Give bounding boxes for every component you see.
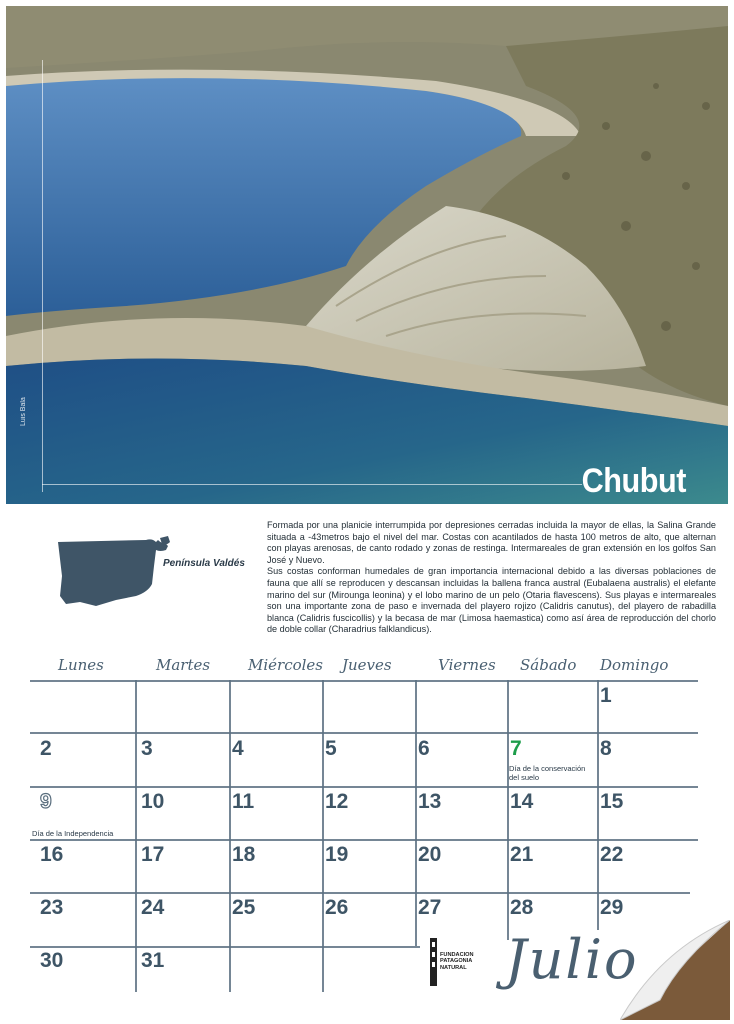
note-day-9: Día de la Independencia (32, 829, 114, 838)
day-16[interactable]: 16 (40, 843, 64, 866)
day-22[interactable]: 22 (600, 843, 624, 866)
day-10[interactable]: 10 (141, 790, 165, 813)
day-13[interactable]: 13 (418, 790, 442, 813)
foundation-line-3: NATURAL (440, 964, 467, 971)
frame-line-horizontal (42, 484, 582, 485)
page-curl-icon[interactable] (620, 920, 730, 1020)
grid-line-v (229, 680, 231, 992)
photo-credit: Luis Bala (20, 397, 27, 426)
day-4[interactable]: 4 (232, 737, 244, 760)
day-name-viernes: Viernes (438, 656, 496, 674)
grid-line-v (322, 680, 324, 992)
day-14[interactable]: 14 (510, 790, 534, 813)
day-name-lunes: Lunes (58, 656, 104, 674)
day-7[interactable]: 7 (510, 737, 522, 760)
day-9[interactable]: 9 (40, 790, 52, 813)
description-text (267, 520, 716, 636)
grid-line-v (135, 680, 137, 992)
day-28[interactable]: 28 (510, 896, 534, 919)
peninsula-map-icon (56, 536, 238, 610)
day-18[interactable]: 18 (232, 843, 256, 866)
day-name-jueves: Jueves (342, 656, 392, 674)
day-12[interactable]: 12 (325, 790, 349, 813)
day-17[interactable]: 17 (141, 843, 165, 866)
day-29[interactable]: 29 (600, 896, 624, 919)
grid-line-v (507, 680, 509, 940)
coast-illustration (6, 6, 728, 504)
foundation-line-1: FUNDACION (440, 952, 474, 958)
day-1[interactable]: 1 (600, 684, 612, 707)
map-label: Península Valdés (163, 558, 245, 569)
day-6[interactable]: 6 (418, 737, 430, 760)
landscape-photo (6, 6, 728, 504)
day-name-sabado: Sábado (520, 656, 577, 674)
day-15[interactable]: 15 (600, 790, 624, 813)
day-name-domingo: Domingo (600, 656, 669, 674)
day-2[interactable]: 2 (40, 737, 52, 760)
day-5[interactable]: 5 (325, 737, 337, 760)
description-paragraph-2: Sus costas conforman humedales de gran importancia internacional debido a las diversas poblaciones de fauna que allí se reproducen y descansan incluidas la ballena franca austral (Eubalaena australis) el elefante marino del sur (Mirounga leonina) y el lobo marino de un pelo (Otaria flavescens). Sus playas e intermareales son una importante zona de paso e invernada del playero rojizo (Calidris canutus), del playero de rabadilla blanca (Calidris fuscicollis) y la becasa de mar (Limosa haemastica) como así área de reproducción del chorlo de doble collar (Charadrius falklandicus). (267, 566, 716, 635)
day-30[interactable]: 30 (40, 949, 64, 972)
day-20[interactable]: 20 (418, 843, 442, 866)
foundation-name (440, 952, 474, 971)
note-day-7: Día de la conservación del suelo (509, 764, 586, 782)
day-8[interactable]: 8 (600, 737, 612, 760)
grid-line-v (597, 680, 599, 930)
frame-line-vertical (42, 60, 43, 492)
day-19[interactable]: 19 (325, 843, 349, 866)
day-25[interactable]: 25 (232, 896, 256, 919)
grid-line-h (30, 892, 690, 894)
month-title: Julio (505, 928, 639, 991)
day-name-martes: Martes (156, 656, 211, 674)
description-paragraph-1: Formada por una planicie interrumpida por depresiones cerradas incluida la mayor de ellas, la Salina Grande situada a -43metros bajo el nivel del mar. Costas con acantilados de hasta 100 metros de alto, que alternan con playas arenosas, de canto rodado y zonas de restinga. Intermareales de gran extensión en los golfos San José y Nuevo. (267, 520, 716, 565)
day-name-miercoles: Miércoles (248, 656, 324, 674)
foundation-line-2: PATAGONIA (440, 958, 473, 965)
day-26[interactable]: 26 (325, 896, 349, 919)
day-31[interactable]: 31 (141, 949, 165, 972)
day-11[interactable]: 11 (232, 790, 255, 813)
day-3[interactable]: 3 (141, 737, 153, 760)
day-27[interactable]: 27 (418, 896, 442, 919)
day-23[interactable]: 23 (40, 896, 64, 919)
province-title: Chubut (581, 462, 686, 500)
grid-line-v (415, 680, 417, 946)
day-21[interactable]: 21 (510, 843, 534, 866)
day-24[interactable]: 24 (141, 896, 165, 919)
grid-line-h (30, 946, 420, 948)
